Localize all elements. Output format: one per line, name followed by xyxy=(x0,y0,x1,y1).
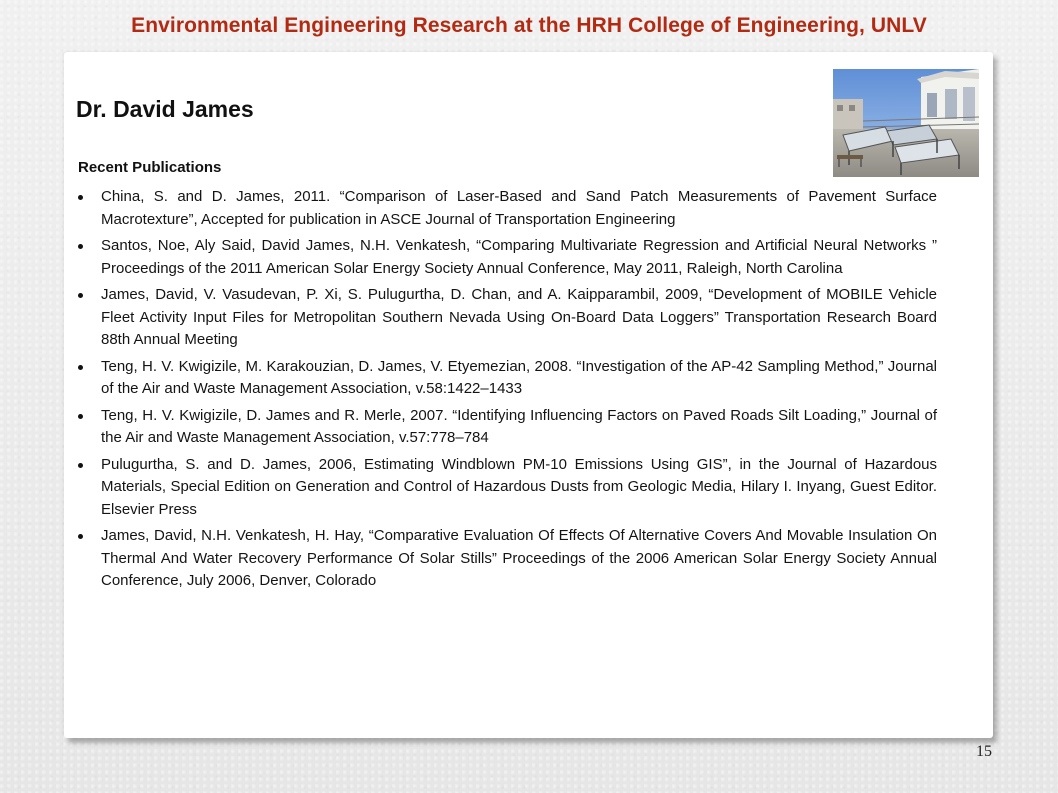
bullet-icon xyxy=(78,365,83,370)
publication-text: Teng, H. V. Kwigizile, M. Karakouzian, D. James, V. Etyemezian, 2008. “Investigation of the AP-42 Sampling Method,” Journal of the Air and Waste Management Association, v.58:1422–1433 xyxy=(101,357,937,397)
publication-text: China, S. and D. James, 2011. “Comparison of Laser-Based and Sand Patch Measurements of Pavement Surface Macrotexture”, Accepted for publication in ASCE Journal of Transportation Engineering xyxy=(101,188,937,228)
publication-text: Pulugurtha, S. and D. James, 2006, Estimating Windblown PM-10 Emissions Using GIS”, in the Journal of Hazardous Materials, Special Edition on Generation and Control of Hazardous Dusts from Geologic Media, Hilary I. Inyang, Guest Editor. Elsevier Press xyxy=(101,455,937,518)
publication-text: Teng, H. V. Kwigizile, D. James and R. Merle, 2007. “Identifying Influencing Factors on Paved Roads Silt Loading,” Journal of the Air and Waste Management Association, v.57:778–784 xyxy=(101,406,937,446)
bullet-icon xyxy=(78,293,83,298)
publication-text: James, David, V. Vasudevan, P. Xi, S. Pulugurtha, D. Chan, and A. Kaipparambil, 2009, “Development of MOBILE Vehicle Fleet Activity Input Files for Metropolitan Southern Nevada Using On-Board Data Loggers” Transportation Research Board 88th Annual Meeting xyxy=(101,286,937,348)
page-number: 15 xyxy=(976,743,992,760)
bullet-icon xyxy=(78,195,83,200)
bullet-icon xyxy=(78,414,83,419)
publication-item xyxy=(74,405,937,450)
publication-list xyxy=(74,186,937,597)
publication-item xyxy=(74,284,937,352)
publication-item xyxy=(74,356,937,401)
publication-item xyxy=(74,454,937,522)
solar-still-photo xyxy=(833,69,979,177)
content-card xyxy=(64,52,993,738)
slide-title: Environmental Engineering Research at the HRH College of Engineering, UNLV xyxy=(131,14,927,37)
section-heading: Recent Publications xyxy=(78,159,222,176)
publication-item xyxy=(74,525,937,593)
publication-item xyxy=(74,186,937,231)
bullet-icon xyxy=(78,534,83,539)
bullet-icon xyxy=(78,463,83,468)
publication-item xyxy=(74,235,937,280)
bullet-icon xyxy=(78,244,83,249)
publication-text: Santos, Noe, Aly Said, David James, N.H. Venkatesh, “Comparing Multivariate Regression and Artificial Neural Networks ” Proceedings of the 2011 American Solar Energy Society Annual Conference, May 2011, Raleigh, North Carolina xyxy=(101,237,937,277)
publication-text: James, David, N.H. Venkatesh, H. Hay, “Comparative Evaluation Of Effects Of Alternative Covers And Movable Insulation On Thermal And Water Recovery Performance Of Solar Stills” Proceedings of the 2006 American Solar Energy Society Annual Conference, July 2006, Denver, Colorado xyxy=(101,527,937,589)
person-name: Dr. David James xyxy=(76,96,254,122)
